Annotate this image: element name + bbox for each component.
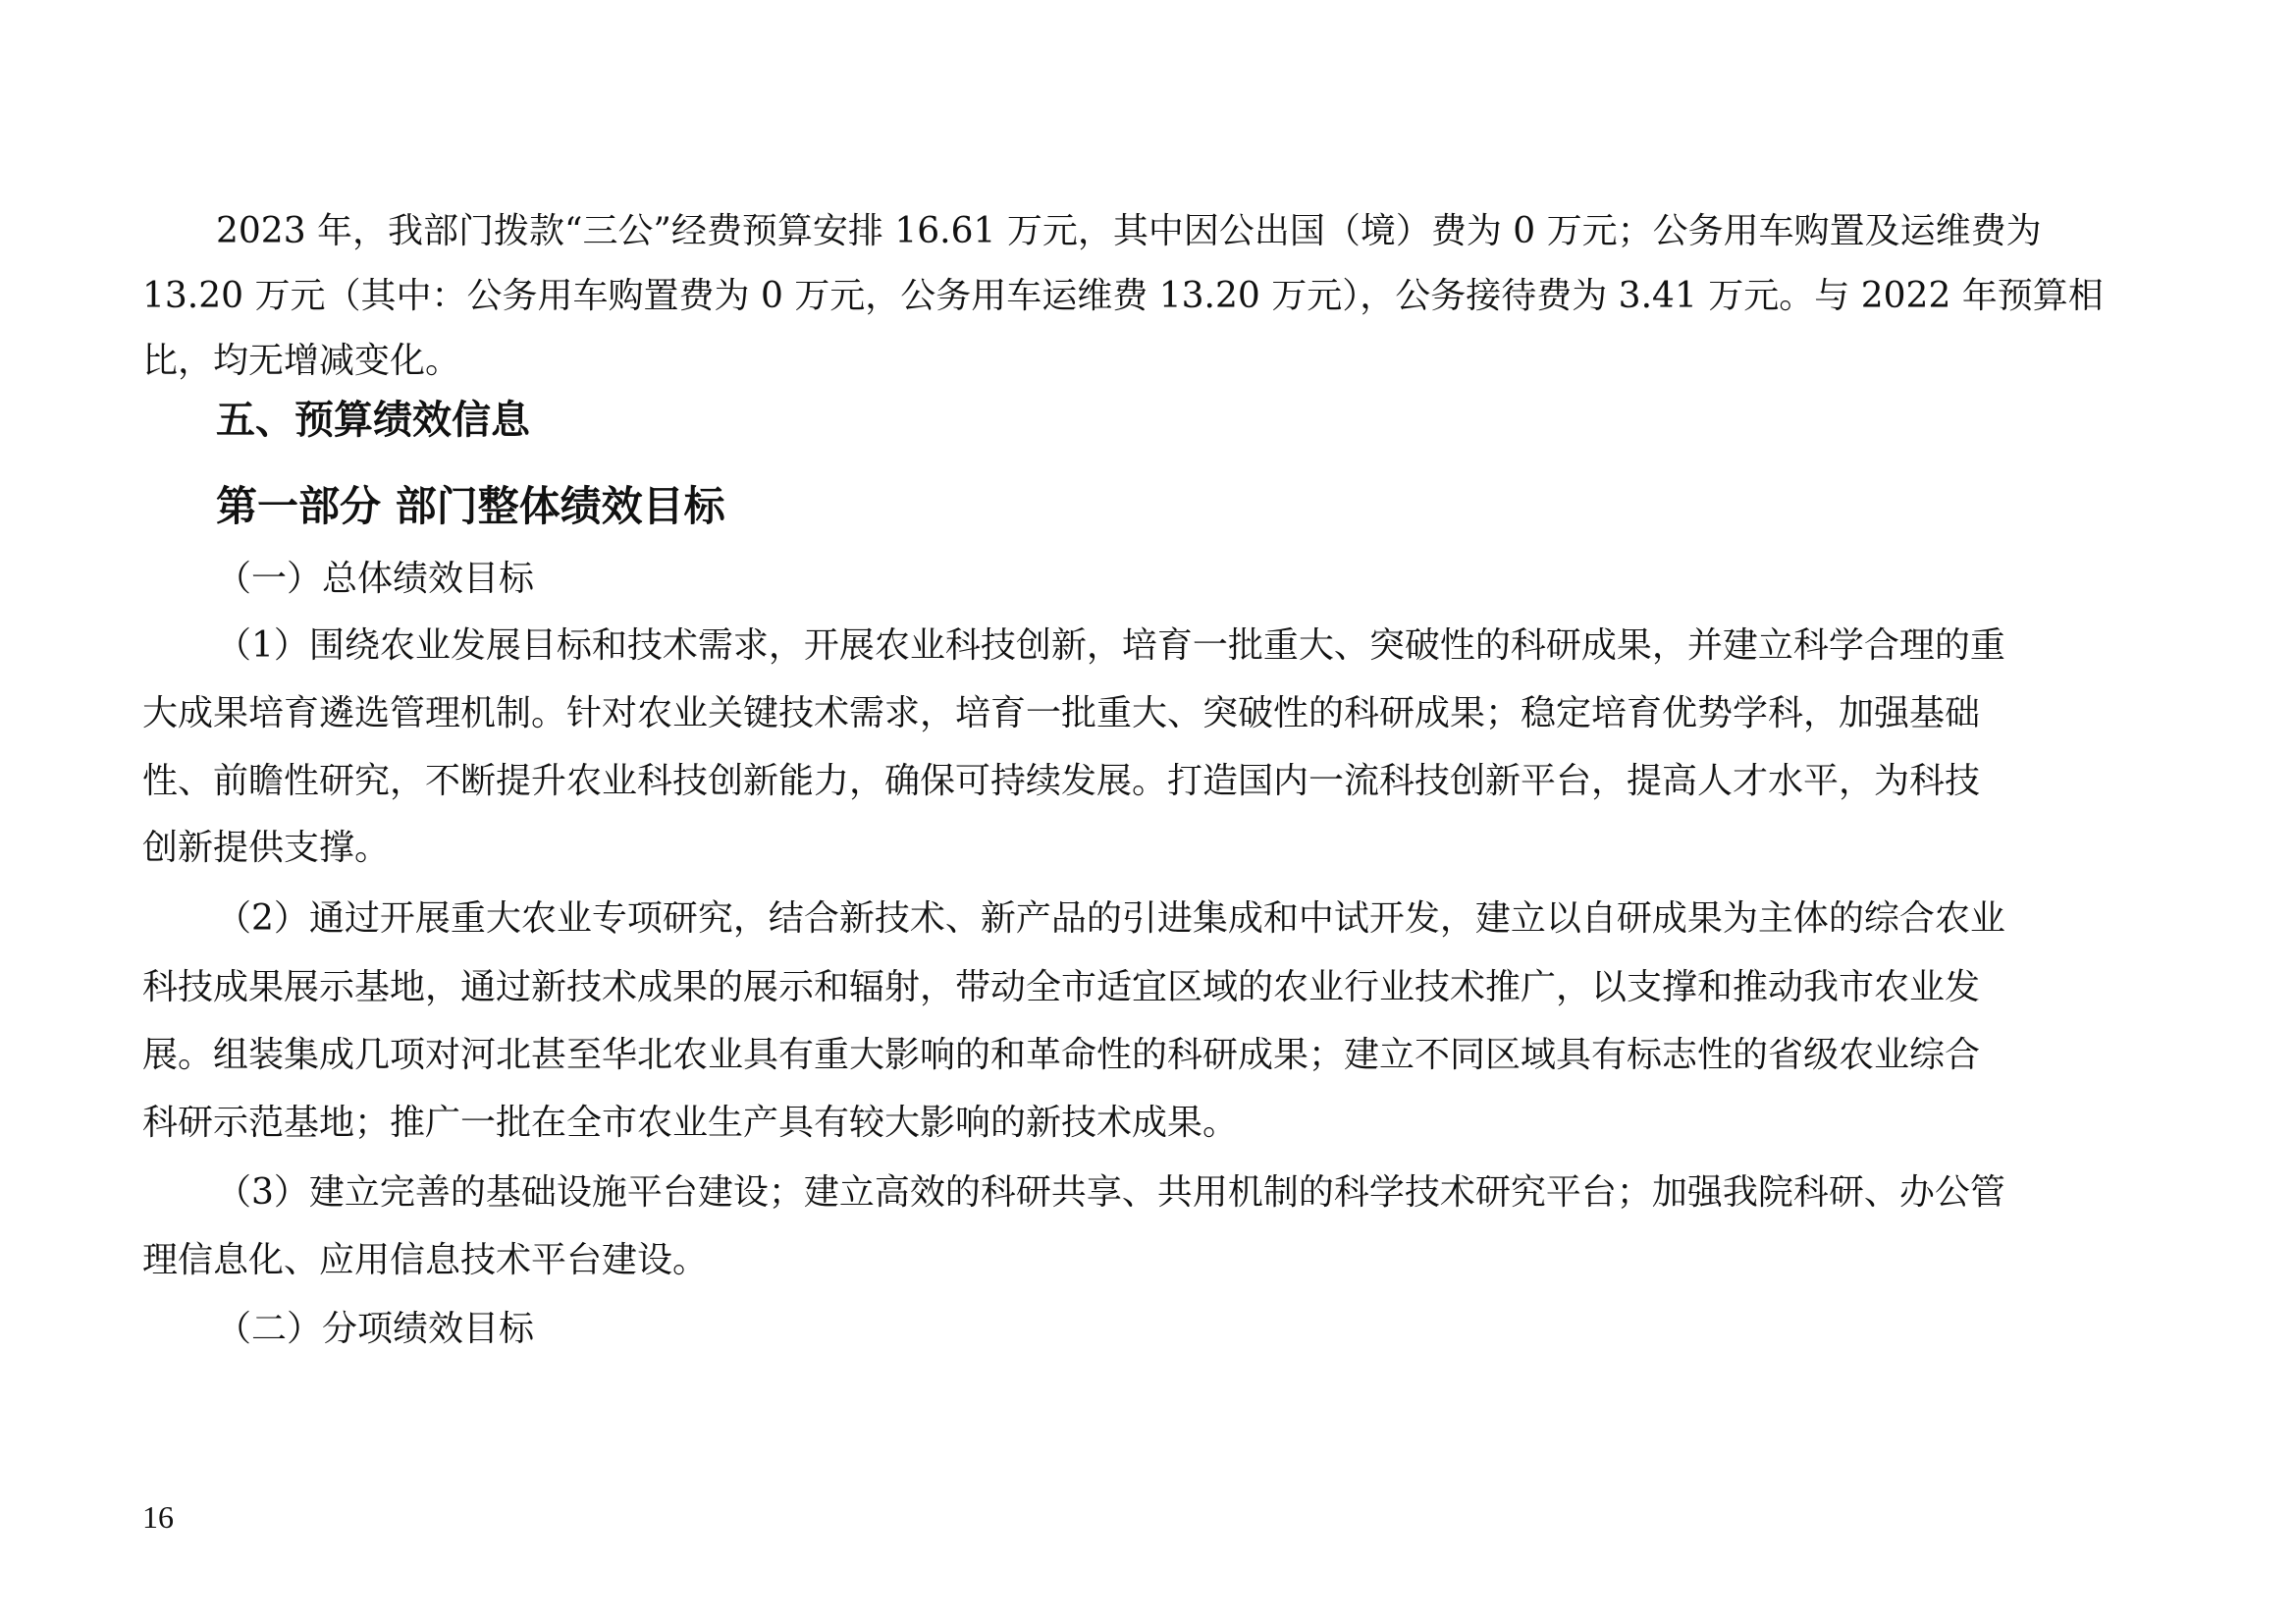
goal-1-line-4: 创新提供支撑。 — [142, 828, 391, 868]
goal-3-line-2: 理信息化、应用信息技术平台建设。 — [142, 1240, 709, 1280]
section-heading: 五、预算绩效信息 — [216, 398, 530, 443]
budget-paragraph-line-1: 2023 年，我部门拨款“三公”经费预算安排 16.61 万元，其中因公出国（境）费为 0 万元；公务用车购置及运维费为 — [216, 211, 2042, 251]
budget-paragraph-line-2: 13.20 万元（其中：公务用车购置费为 0 万元，公务用车运维费 13.20 万元），公务接待费为 3.41 万元。与 2022 年预算相 — [142, 276, 2104, 316]
goal-2-line-2: 科技成果展示基地，通过新技术成果的展示和辐射，带动全市适宜区域的农业行业技术推广，以支撑和推动我市农业发 — [142, 967, 1981, 1007]
goal-1-line-2: 大成果培育遴选管理机制。针对农业关键技术需求，培育一批重大、突破性的科研成果；稳定培育优势学科，加强基础 — [142, 693, 1981, 733]
goal-2-line-3: 展。组装集成几项对河北甚至华北农业具有重大影响的和革命性的科研成果；建立不同区域具有标志性的省级农业综合 — [142, 1035, 1981, 1075]
goal-2-line-1: （2）通过开展重大农业专项研究，结合新技术、新产品的引进集成和中试开发，建立以自研成果为主体的综合农业 — [216, 898, 2005, 939]
overall-goals-subheading: （一）总体绩效目标 — [216, 559, 535, 599]
page-number: 16 — [142, 1499, 174, 1535]
goal-1-line-1: （1）围绕农业发展目标和技术需求，开展农业科技创新，培育一批重大、突破性的科研成果，并建立科学合理的重 — [216, 625, 2005, 666]
goal-1-line-3: 性、前瞻性研究，不断提升农业科技创新能力，确保可持续发展。打造国内一流科技创新平台，提高人才水平，为科技 — [142, 761, 1981, 801]
goal-3-line-1: （3）建立完善的基础设施平台建设；建立高效的科研共享、共用机制的科学技术研究平台；加强我院科研、办公管 — [216, 1172, 2005, 1213]
item-goals-subheading: （二）分项绩效目标 — [216, 1309, 535, 1349]
budget-paragraph-line-3: 比，均无增减变化。 — [142, 341, 461, 381]
goal-2-line-4: 科研示范基地；推广一批在全市农业生产具有较大影响的新技术成果。 — [142, 1103, 1239, 1143]
part-heading: 第一部分 部门整体绩效目标 — [216, 482, 725, 530]
